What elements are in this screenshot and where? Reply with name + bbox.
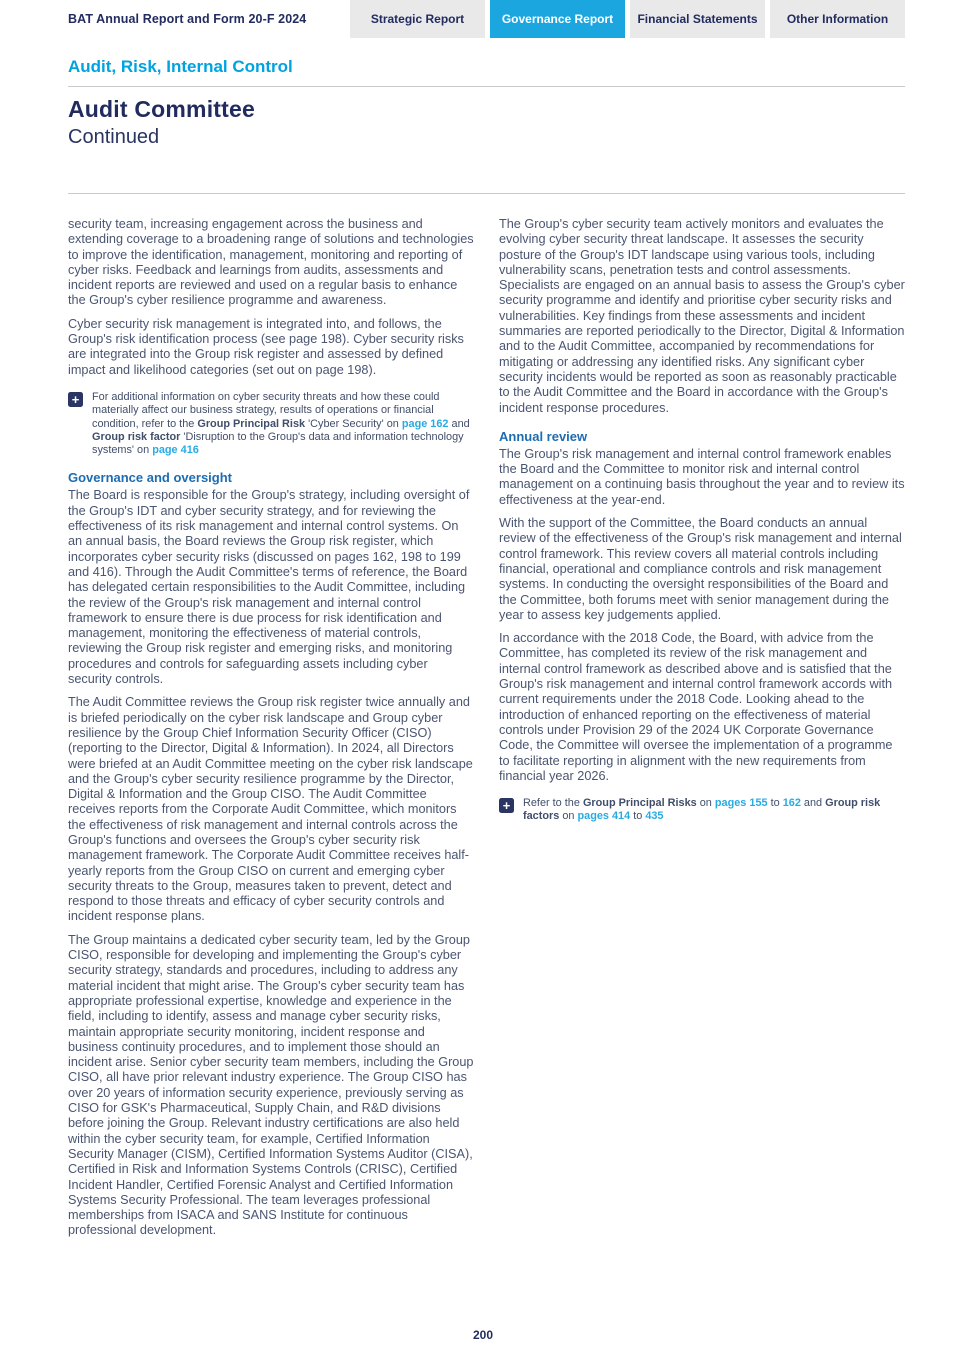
paragraph: The Group maintains a dedicated cyber security team, led by the Group CISO, responsible for developing and implementing the Group's cyber security strategy, standards and procedures, including to address any material incident that might arise. The Group's cyber security team has appropriate professional expertise, knowledge and experience in the field, including to identify, assess and manage cyber security risks, maintain appropriate security monitoring, incident response and business continuity procedures, and to implement those should an incident arise. Senior cyber security team members, including the Group CISO, all have prior relevant industry experience. The Group CISO has over 20 years of information security experience, previously serving as CISO for GSK's Pharmaceutical, Supply Chain, and R&D divisions before joining the Group. Relevant industry certifications are also held within the cyber security team, for example, Certified Information Security Manager (CISM), Certified Information Systems Auditor (CISA), Certified in Risk and Information Systems Controls (CRISC), Certified Incident Handler, Certified Forensic Analyst and Certified Information Systems Security Professional. The team leverages professional memberships from ISACA and SANS Institute for continuous professional development. <box>68 932 474 1238</box>
paragraph: The Audit Committee reviews the Group risk register twice annually and is briefed periodically on the cyber risk landscape and Group cyber resilience by the Group Chief Information Security Officer (CISO) (reporting to the Director, Digital & Information). In 2024, all Directors were briefed at an Audit Committee meeting on the cyber risk landscape and the Group's cyber security resilience programme by the Director, Digital & Information and the Group CISO. The Audit Committee receives reports from the Corporate Audit Committee, which monitors the effectiveness of risk management and internal controls across the Group's functions and oversees the Group's cyber security risk management framework. The Corporate Audit Committee receives half-yearly reports from the Group CISO on current and emerging cyber security threats to the Group, measures taken to prevent, detect and respond to those threats and efficacy of cyber security controls and incident response plans. <box>68 695 473 924</box>
page-subtitle: Continued <box>68 126 160 148</box>
two-column-body <box>68 217 905 1247</box>
paragraph: The Group's cyber security team actively monitors and evaluates the evolving cyber security threat landscape. It assesses the security posture of the Group's IDT landscape using various tools, including vulnerability scans, penetration tests and control assessments. Specialists are engaged on an annual basis to assess the Group's cyber security programme and identify and prioritise cyber security risks and vulnerabilities. Key findings from these assessments and incident summaries are reported periodically to the Director, Digital & Information and to the Audit Committee, accompanied by recommendations for mitigating or addressing any identified risks. Any significant cyber security incidents would be reported as soon as reasonably practicable to the Audit Committee and the Board in accordance with the Group's incident response procedures. <box>499 217 905 415</box>
page-reference-link[interactable]: page 416 <box>152 444 199 457</box>
left-column <box>68 217 474 1247</box>
tab-strategic-report[interactable]: Strategic Report <box>350 0 485 38</box>
callout-text <box>523 797 905 824</box>
text-segment: to <box>767 797 783 810</box>
section-heading-governance-and-oversight: Governance and oversight <box>68 470 232 486</box>
page-number: 200 <box>472 1328 494 1342</box>
paragraph: The Group's risk management and internal control framework enables the Board and the Committee to monitor risk and internal control management on a continuing basis throughout the year and to review its effectiveness at the year-end. <box>499 446 905 507</box>
text-segment: Group Principal Risk <box>197 417 306 430</box>
text-segment: 'Disruption to the Group's data and information technology systems' on <box>92 430 464 457</box>
tab-other-information[interactable]: Other Information <box>770 0 905 38</box>
page-reference-link[interactable]: page 162 <box>401 417 449 430</box>
page-reference-link[interactable]: pages 155 <box>714 797 768 810</box>
text-segment: Group Principal Risks <box>582 797 697 810</box>
report-title: BAT Annual Report and Form 20-F 2024 <box>68 12 307 26</box>
text-segment: on <box>696 797 715 810</box>
paragraph: security team, increasing engagement across the business and extending coverage to a broadening range of solutions and technologies to improve the identification, management, monitoring and reporting of cyber risks. Feedback and learnings from audits, assessments and incident reports are reviewed and used on a regular basis to enhance the Group's cyber resilience programme and awareness. <box>68 217 474 308</box>
tab-governance-report[interactable]: Governance Report <box>490 0 625 38</box>
report-tabs <box>350 0 905 38</box>
paragraph: Cyber security risk management is integrated into, and follows, the Group's risk identification process (see page 198). Cyber security risks are integrated into the Group risk register and assessed by defined impact and likelihood categories (set out on page 198). <box>68 316 464 377</box>
right-column <box>499 217 905 1247</box>
cross-reference-callout <box>499 797 905 824</box>
paragraph: In accordance with the 2018 Code, the Board, with advice from the Committee, has completed its review of the risk management and internal control framework as described above and is satisfied that the Group's risk management and internal control framework accords with current requirements under the 2018 Code. Looking ahead to the introduction of enhanced reporting on the effectiveness of material controls under Provision 29 of the 2024 UK Corporate Governance Code, the Committee will oversee the implementation of a programme to facilitate reporting in alignment with the new requirements from financial year 2026. <box>499 631 893 783</box>
top-bar <box>0 0 966 38</box>
page-content <box>0 57 966 1247</box>
text-segment: and <box>800 797 826 810</box>
text-segment: For additional information on cyber security threats and how these could materially affect our business strategy, results of operations or financial condition, refer to the <box>92 390 440 430</box>
text-segment: to <box>630 810 646 823</box>
paragraph: With the support of the Committee, the Board conducts an annual review of the effectiveness of the Group's risk management and internal control framework. This review covers all material controls including financial, operational and compliance controls and risk management systems. In conducting the oversight responsibilities of the Board and the Committee, both forums meet with senior management during the year to assess key judgements applied. <box>499 516 902 622</box>
page-reference-link[interactable]: 162 <box>782 797 801 810</box>
text-segment: 'Cyber Security' on <box>305 417 402 430</box>
text-segment: Group risk factor <box>92 430 181 443</box>
page-reference-link[interactable]: 435 <box>645 810 664 823</box>
section-heading-annual-review: Annual review <box>499 428 588 444</box>
cross-reference-callout <box>68 391 474 457</box>
text-segment: Group risk factors <box>523 797 881 823</box>
section-label: Audit, Risk, Internal Control <box>68 57 293 76</box>
page-title: Audit Committee <box>68 96 255 122</box>
text-segment: on <box>559 810 578 823</box>
plus-icon: + <box>499 798 514 813</box>
callout-text <box>92 391 474 457</box>
page-reference-link[interactable]: pages 414 <box>577 810 631 823</box>
divider-body <box>68 193 905 194</box>
text-segment: and <box>448 417 470 430</box>
paragraph: The Board is responsible for the Group's strategy, including oversight of the Group's IDT and cyber security strategy, and for reviewing the effectiveness of its risk management and internal control systems. On an annual basis, the Board reviews the Group risk register, which incorporates cyber security risks (discussed on pages 162, 198 to 199 and 416). Through the Audit Committee's terms of reference, the Board has delegated certain responsibilities to the Audit Committee, including the review of the Group's risk management and internal control framework to ensure there is due process for risk identification and management, monitoring the effectiveness of material controls, reviewing the Group risk register and emerging risks, and monitoring procedures and controls for safeguarding assets including cyber security controls. <box>68 488 470 687</box>
plus-icon: + <box>68 392 83 407</box>
text-segment: Refer to the <box>523 797 583 810</box>
tab-financial-statements[interactable]: Financial Statements <box>630 0 765 38</box>
divider-top <box>68 86 905 87</box>
